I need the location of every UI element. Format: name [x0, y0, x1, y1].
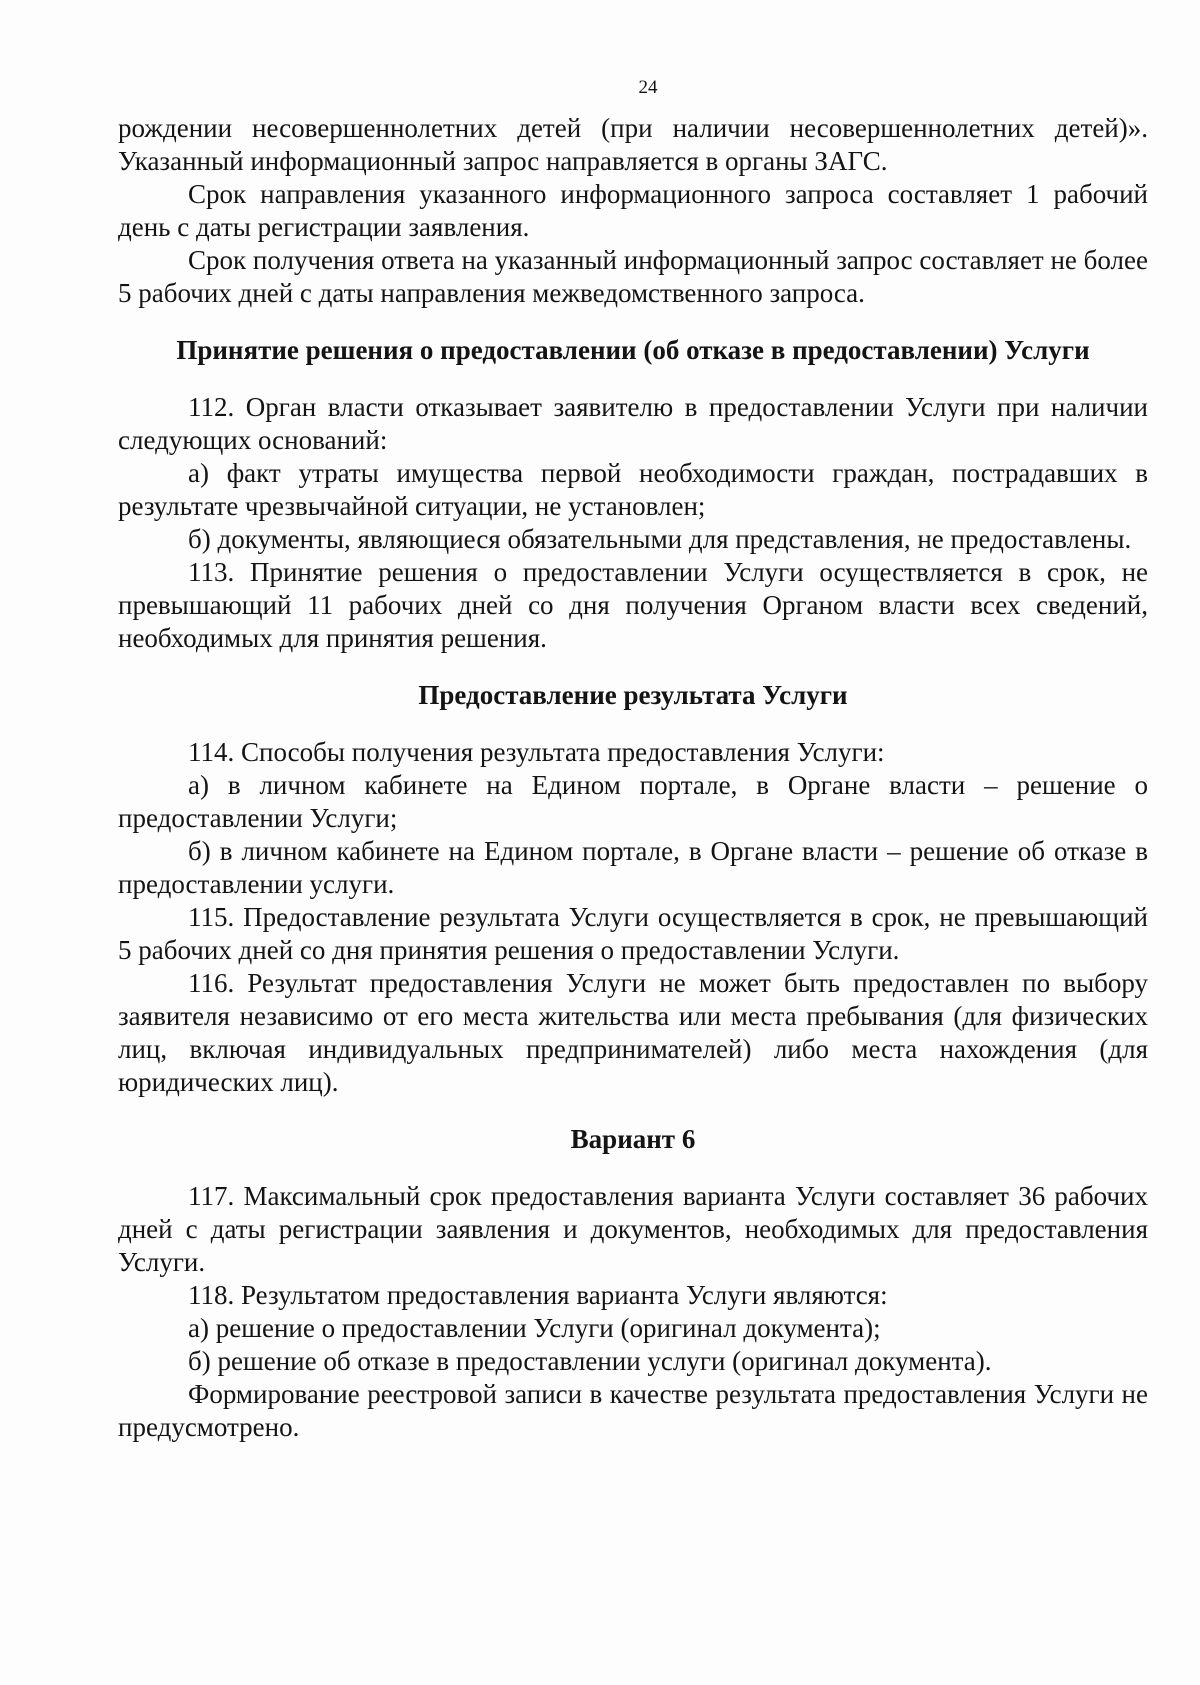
heading-decision: Принятие решения о предоставлении (об отказе в предоставлении) Услуги	[176, 335, 1090, 365]
paragraph-continued: рождении несовершеннолетних детей (при наличии несовершеннолетних детей)». Указанный информационный запрос направляется в органы ЗАГС.	[118, 113, 1148, 176]
spacer	[118, 367, 1148, 391]
clause-114-b: б) в личном кабинете на Едином портале, в Органе власти – решение об отказе в предоставлении услуги.	[118, 836, 1148, 899]
clause-115: 115. Предоставление результата Услуги осуществляется в срок, не превышающий 5 рабочих дней со дня принятия решения о предоставлении Услуги.	[118, 902, 1148, 965]
clause-116: 116. Результат предоставления Услуги не может быть предоставлен по выбору заявителя независимо от его места жительства или места пребывания (для физических лиц, включая индивидуальных предпринимателей) либо места нахождения (для юридических лиц).	[118, 968, 1148, 1097]
clause-113: 113. Принятие решения о предоставлении Услуги осуществляется в срок, не превышающий 11 рабочих дней со дня получения Органом власти всех сведений, необходимых для принятия решения.	[118, 557, 1148, 653]
clause-114: 114. Способы получения результата предоставления Услуги:	[188, 737, 885, 767]
paragraph-response-deadline: Срок получения ответа на указанный информационный запрос составляет не более 5 рабочих дней с даты направления межведомственного запроса.	[118, 245, 1148, 308]
clause-112-b: б) документы, являющиеся обязательными для представления, не предоставлены.	[188, 524, 1132, 554]
spacer	[118, 310, 1148, 334]
clause-118-b: б) решение об отказе в предоставлении услуги (оригинал документа).	[188, 1346, 992, 1376]
page-number: 24	[638, 77, 658, 98]
paragraph-request-deadline: Срок направления указанного информационного запроса составляет 1 рабочий день с даты регистрации заявления.	[118, 179, 1148, 242]
paragraph-registry-note: Формирование реестровой записи в качестве результата предоставления Услуги не предусмотрено.	[118, 1379, 1148, 1442]
spacer	[118, 655, 1148, 679]
spacer	[118, 712, 1148, 736]
clause-112: 112. Орган власти отказывает заявителю в предоставлении Услуги при наличии следующих оснований:	[118, 392, 1148, 455]
clause-114-a: а) в личном кабинете на Едином портале, в Органе власти – решение о предоставлении Услуги;	[118, 770, 1148, 833]
clause-117: 117. Максимальный срок предоставления варианта Услуги составляет 36 рабочих дней с даты регистрации заявления и документов, необходимых для предоставления Услуги.	[118, 1181, 1148, 1277]
spacer	[118, 1099, 1148, 1123]
clause-112-a: а) факт утраты имущества первой необходимости граждан, пострадавших в результате чрезвычайной ситуации, не установлен;	[118, 458, 1148, 521]
clause-118: 118. Результатом предоставления варианта Услуги являются:	[188, 1280, 888, 1310]
heading-variant: Вариант 6	[570, 1124, 696, 1154]
heading-result: Предоставление результата Услуги	[418, 680, 848, 710]
clause-118-a: а) решение о предоставлении Услуги (оригинал документа);	[188, 1313, 881, 1343]
spacer	[118, 1156, 1148, 1180]
